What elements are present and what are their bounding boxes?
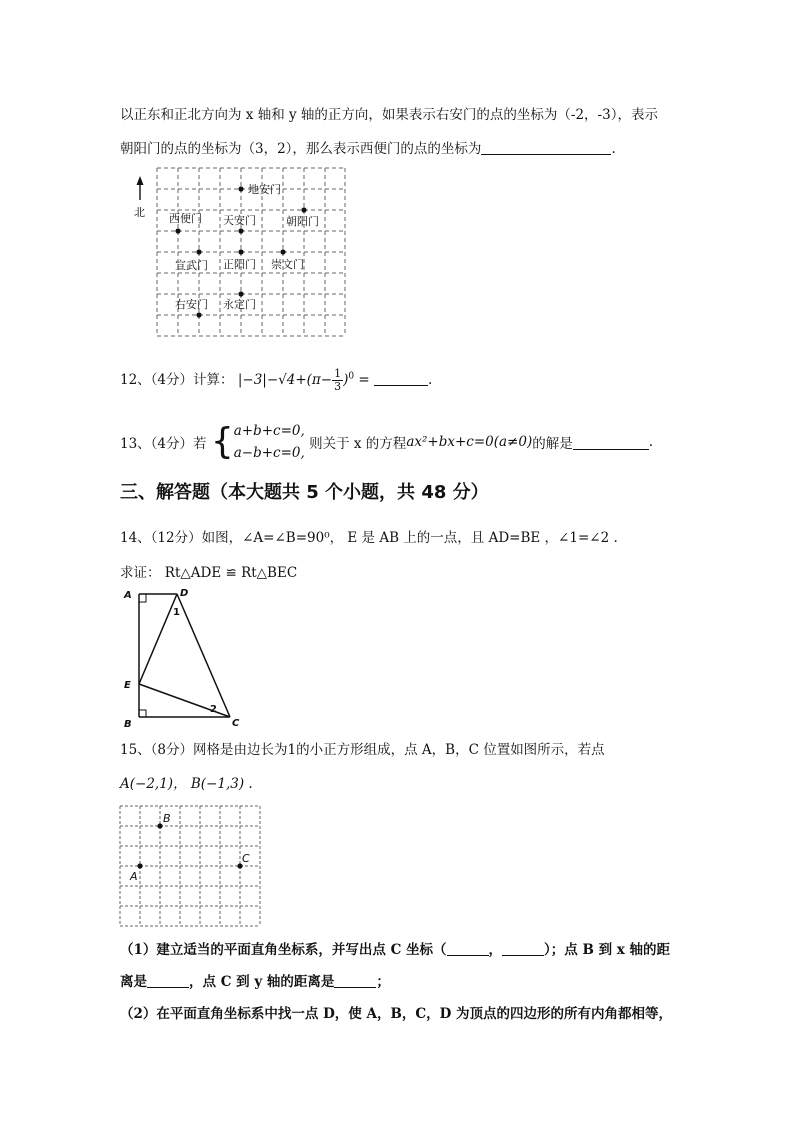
answer-blank-q11[interactable] — [481, 140, 611, 155]
equation-system: a+b+c=0, a−b+c=0, — [233, 423, 305, 461]
label-chong-wen-men: 崇文门 — [271, 258, 304, 271]
north-label: 北 — [134, 206, 145, 219]
answer-blank-q13[interactable] — [573, 435, 649, 450]
point-tian-an-men — [238, 228, 243, 233]
q13-line: 13、（4分）若 { a+b+c=0, a−b+c=0, 则关于 x 的方程ax²+bx+c=0(a≠0)的解是 . — [120, 421, 654, 462]
map-grid-figure — [125, 160, 355, 340]
q11-line1: 以正东和正北方向为 x 轴和 y 轴的正方向，如果表示右安门的点的坐标为（-2，-3），表示 — [120, 107, 658, 123]
label-xuan-wu-men: 宣武门 — [175, 259, 208, 272]
vertex-a-label: A — [124, 590, 132, 601]
label-xi-bian-men: 西便门 — [169, 212, 202, 225]
coordinate-grid-figure — [118, 804, 262, 928]
point-di-an-men — [238, 186, 243, 191]
point-a-label: A — [130, 870, 138, 883]
point-b — [157, 823, 162, 828]
section-title: 三、解答题（本大题共 5 个小题，共 48 分） — [120, 482, 489, 503]
q14-line2: 求证： Rt△ADE ≌ Rt△BEC — [120, 565, 298, 581]
q15-part1-line1: （1）建立适当的平面直角坐标系，并写出点 C 坐标（ ， ）；点 B 到 x 轴的距 — [120, 942, 671, 958]
answer-blank-c-y[interactable] — [502, 941, 544, 956]
point-zheng-yang-men — [238, 249, 243, 254]
answer-blank-q12[interactable] — [374, 371, 428, 386]
brace-icon: { — [210, 421, 234, 462]
label-chao-yang-men: 朝阳门 — [286, 215, 319, 228]
north-arrow — [134, 176, 145, 219]
angle-2-label: 2 — [210, 704, 217, 715]
angle-1-label: 1 — [173, 607, 180, 618]
point-chong-wen-men — [280, 249, 285, 254]
answer-blank-c-x[interactable] — [447, 941, 489, 956]
q15-part1-line2: 离是 ，点 C 到 y 轴的距离是 ； — [120, 974, 390, 990]
answer-blank-c-distance[interactable] — [334, 973, 376, 988]
label-yong-ding-men: 永定门 — [223, 298, 256, 311]
point-b-label: B — [163, 812, 171, 825]
answer-blank-b-distance[interactable] — [147, 973, 189, 988]
point-xi-bian-men — [175, 228, 180, 233]
point-yong-ding-men — [238, 291, 243, 296]
q15-line2: A(−2,1)， B(−1,3) . — [120, 776, 253, 792]
vertex-c-label: C — [232, 718, 240, 729]
label-di-an-men: 地安门 — [248, 183, 281, 196]
point-you-an-men — [196, 312, 201, 317]
label-you-an-men: 右安门 — [175, 298, 208, 311]
point-c-label: C — [242, 852, 250, 865]
label-zheng-yang-men: 正阳门 — [223, 258, 256, 271]
q15-line1: 15、（8分）网格是由边长为1的小正方形组成，点 A，B，C 位置如图所示，若点 — [120, 742, 605, 758]
vertex-b-label: B — [124, 719, 132, 730]
q14-line1: 14、（12分）如图，∠A=∠B=90⁰， E 是 AB 上的一点，且 AD=BE ，∠1=∠2 . — [120, 530, 618, 546]
vertex-d-label: D — [180, 588, 189, 599]
q12-line: 12、（4分）计算： |−3|−√4+(π− $\frac{1}{3}$ )$^0$ = . — [120, 367, 433, 393]
triangle-figure — [118, 584, 258, 730]
q15-part2-line: （2）在平面直角坐标系中找一点 D，使 A，B，C，D 为顶点的四边形的所有内角都相等， — [120, 1006, 673, 1022]
point-a — [137, 863, 142, 868]
q11-line2: 朝阳门的点的坐标为（3，2），那么表示西便门的点的坐标为 . — [120, 141, 616, 157]
label-tian-an-men: 天安门 — [223, 214, 256, 227]
point-chao-yang-men — [301, 207, 306, 212]
point-xuan-wu-men — [196, 249, 201, 254]
vertex-e-label: E — [124, 680, 131, 691]
